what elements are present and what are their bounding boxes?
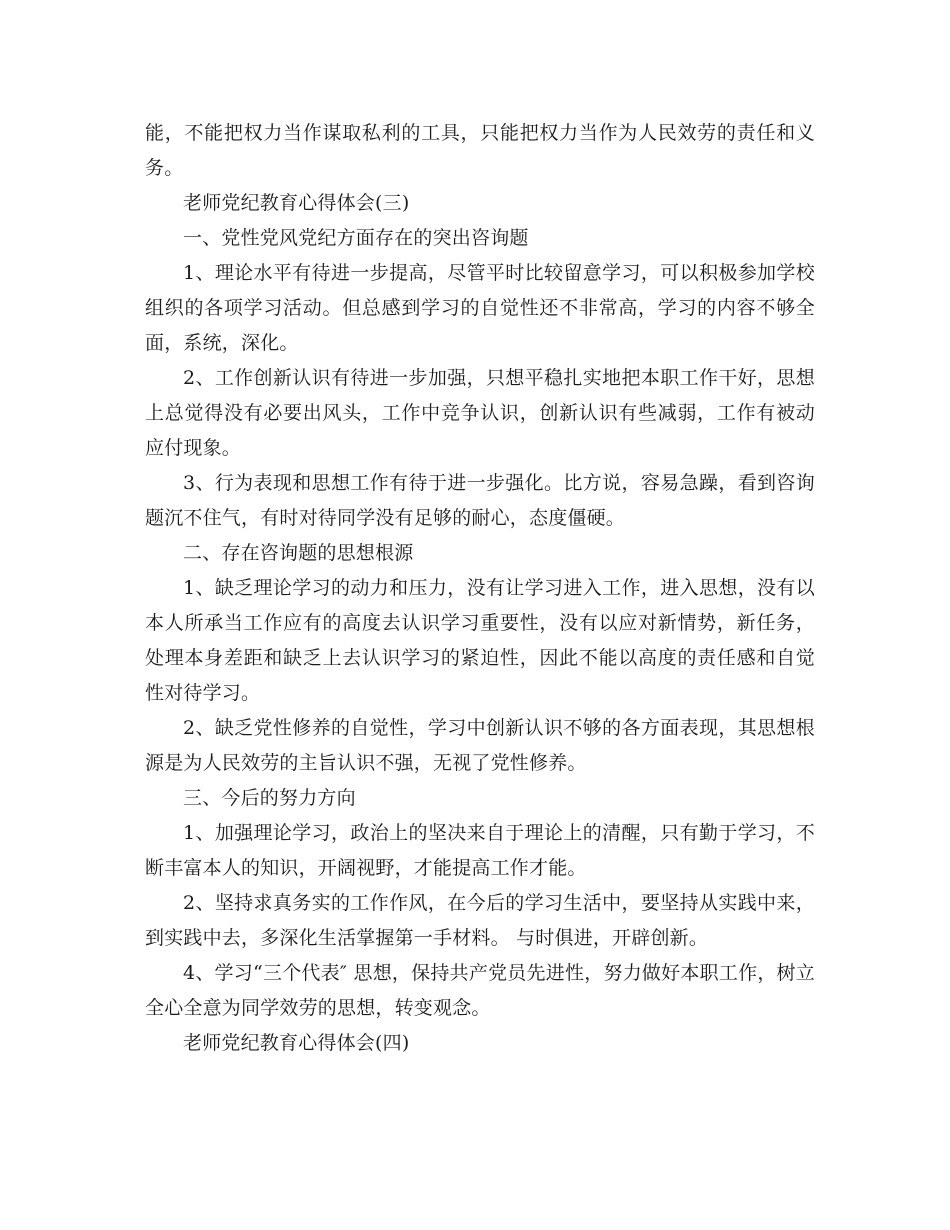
paragraph-problem-2: 2、工作创新认识有待进一步加强，只想平稳扎实地把本职工作干好，思想上总觉得没有必要出风头，工作中竞争认识，创新认识有些减弱，工作有被动应付现象。 xyxy=(145,367,815,459)
heading-future-direction: 三、今后的努力方向 xyxy=(183,787,356,809)
heading-root-causes: 二、存在咨询题的思想根源 xyxy=(183,542,414,564)
paragraph-cause-2: 2、缺乏党性修养的自觉性，学习中创新认识不够的各方面表现，其思想根源是为人民效劳的主旨认识不强，无视了党性修养。 xyxy=(145,717,815,774)
paragraph-direction-2: 2、坚持求真务实的工作作风，在今后的学习生活中，要坚持从实践中来，到实践中去，多深化生活掌握第一手材料。 与时俱进，开辟创新。 xyxy=(145,892,815,949)
paragraph-continuation: 能，不能把权力当作谋取私利的工具，只能把权力当作为人民效劳的责任和义务。 xyxy=(145,122,815,179)
section-title-3: 老师党纪教育心得体会(三) xyxy=(183,192,410,214)
heading-problems: 一、党性党风党纪方面存在的突出咨询题 xyxy=(183,227,529,249)
paragraph-problem-3: 3、行为表现和思想工作有待于进一步强化。比方说，容易急躁，看到咨询题沉不住气，有时对待同学没有足够的耐心，态度僵硬。 xyxy=(145,472,815,529)
paragraph-problem-1: 1、理论水平有待进一步提高，尽管平时比较留意学习，可以积极参加学校组织的各项学习活动。但总感到学习的自觉性还不非常高，学习的内容不够全面，系统，深化。 xyxy=(145,262,815,354)
section-title-4: 老师党纪教育心得体会(四) xyxy=(183,1032,410,1054)
paragraph-direction-4: 4、学习“三个代表″ 思想，保持共产党员先进性，努力做好本职工作，树立全心全意为同学效劳的思想，转变观念。 xyxy=(145,962,815,1019)
paragraph-direction-1: 1、加强理论学习，政治上的坚决来自于理论上的清醒，只有勤于学习，不断丰富本人的知识，开阔视野，才能提高工作才能。 xyxy=(145,822,815,879)
paragraph-cause-1: 1、缺乏理论学习的动力和压力，没有让学习进入工作，进入思想，没有以本人所承当工作应有的高度去认识学习重要性，没有以应对新情势，新任务，处理本身差距和缺乏上去认识学习的紧迫性，因此不能以高度的责任感和自觉性对待学习。 xyxy=(145,577,815,704)
document-body xyxy=(145,116,815,1061)
